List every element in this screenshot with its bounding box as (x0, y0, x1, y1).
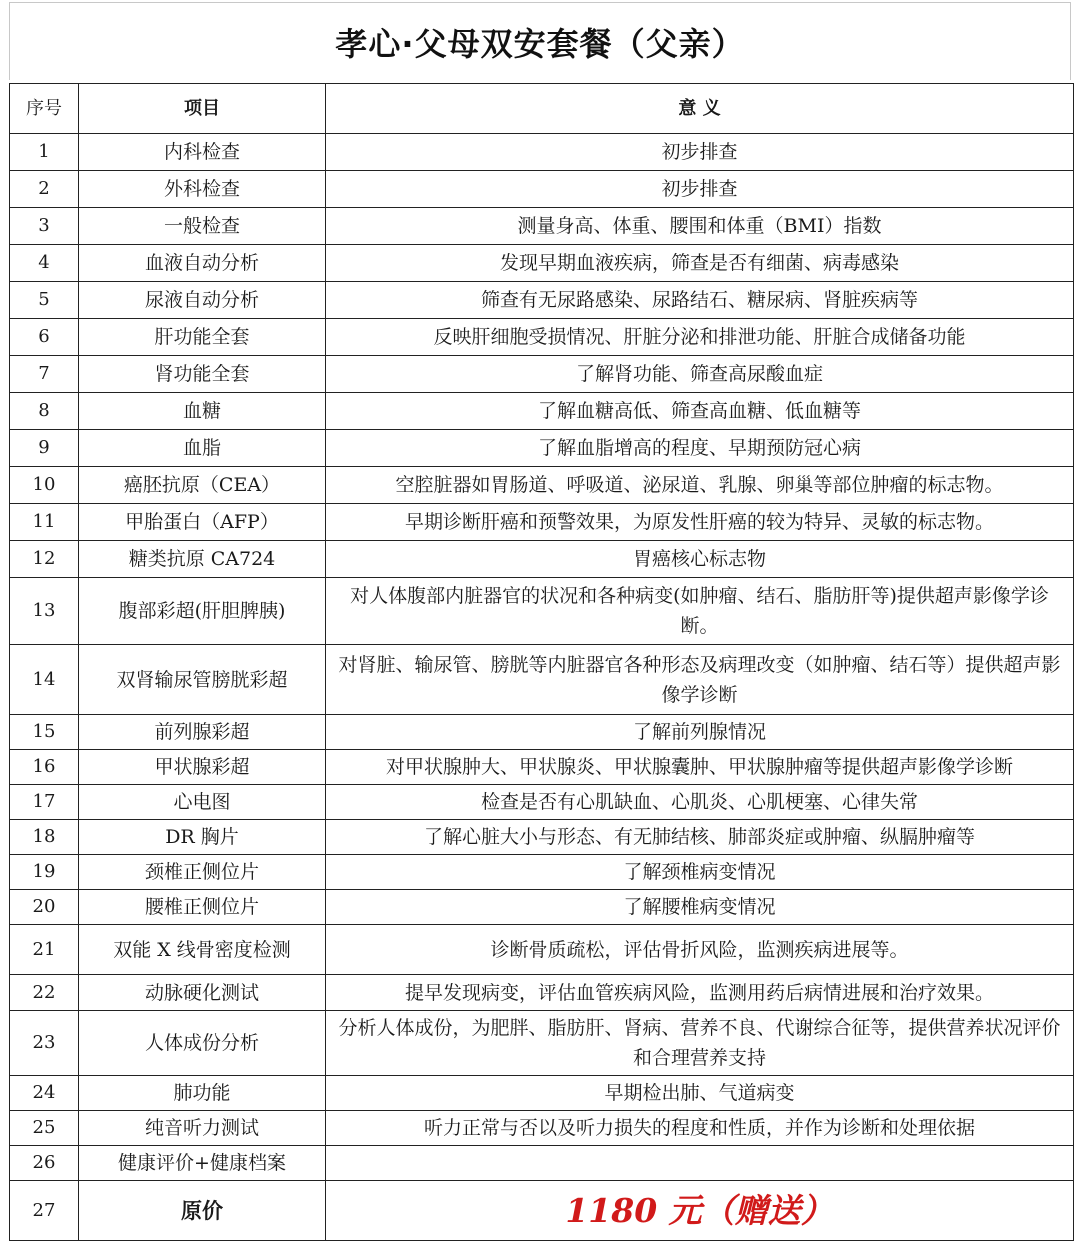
row-meaning: 诊断骨质疏松，评估骨折风险，监测疾病进展等。 (326, 925, 1074, 975)
row-index: 1 (10, 134, 79, 171)
price-label: 原价 (79, 1181, 326, 1241)
row-item: 纯音听力测试 (79, 1111, 326, 1146)
row-index: 11 (10, 504, 79, 541)
row-item: 甲胎蛋白（AFP） (79, 504, 326, 541)
row-meaning: 初步排查 (326, 171, 1074, 208)
table-row (10, 319, 1074, 356)
row-meaning: 分析人体成份，为肥胖、脂肪肝、肾病、营养不良、代谢综合征等，提供营养状况评价和合理营养支持 (326, 1011, 1074, 1076)
row-item: 糖类抗原 CA724 (79, 541, 326, 578)
row-item: 腰椎正侧位片 (79, 890, 326, 925)
table-row (10, 1076, 1074, 1111)
row-item: 肝功能全套 (79, 319, 326, 356)
table-row (10, 171, 1074, 208)
table-row (10, 715, 1074, 750)
table-row (10, 430, 1074, 467)
row-index: 23 (10, 1011, 79, 1076)
header-meaning-label: 意 义 (678, 97, 721, 119)
row-index: 7 (10, 356, 79, 393)
row-meaning (326, 1146, 1074, 1181)
table-row (10, 750, 1074, 785)
table-row (10, 785, 1074, 820)
row-index: 26 (10, 1146, 79, 1181)
row-item: 尿液自动分析 (79, 282, 326, 319)
row-meaning: 了解颈椎病变情况 (326, 855, 1074, 890)
row-item: 内科检查 (79, 134, 326, 171)
row-index: 4 (10, 245, 79, 282)
checkup-table (9, 83, 1074, 1241)
row-meaning: 了解前列腺情况 (326, 715, 1074, 750)
page-title: 孝心·父母双安套餐（父亲） (335, 24, 745, 63)
row-item: DR 胸片 (79, 820, 326, 855)
row-item: 一般检查 (79, 208, 326, 245)
table-row (10, 645, 1074, 715)
row-meaning: 测量身高、体重、腰围和体重（BMI）指数 (326, 208, 1074, 245)
table-row (10, 578, 1074, 645)
row-index: 14 (10, 645, 79, 715)
row-index: 2 (10, 171, 79, 208)
table-row (10, 975, 1074, 1011)
row-item: 前列腺彩超 (79, 715, 326, 750)
row-index: 22 (10, 975, 79, 1011)
table-row (10, 890, 1074, 925)
row-item: 心电图 (79, 785, 326, 820)
header-row (10, 84, 1074, 134)
table-row (10, 541, 1074, 578)
row-item: 腹部彩超(肝胆脾胰) (79, 578, 326, 645)
row-meaning: 对肾脏、输尿管、膀胱等内脏器官各种形态及病理改变（如肿瘤、结石等）提供超声影像学诊断 (326, 645, 1074, 715)
row-meaning: 筛查有无尿路感染、尿路结石、糖尿病、肾脏疾病等 (326, 282, 1074, 319)
row-meaning: 了解肾功能、筛查高尿酸血症 (326, 356, 1074, 393)
header-index: 序号 (10, 84, 79, 134)
row-index: 19 (10, 855, 79, 890)
row-index: 10 (10, 467, 79, 504)
row-item: 健康评价+健康档案 (79, 1146, 326, 1181)
table-row (10, 245, 1074, 282)
row-meaning: 发现早期血液疾病，筛查是否有细菌、病毒感染 (326, 245, 1074, 282)
row-index: 25 (10, 1111, 79, 1146)
row-index: 17 (10, 785, 79, 820)
row-item: 颈椎正侧位片 (79, 855, 326, 890)
row-item: 癌胚抗原（CEA） (79, 467, 326, 504)
row-item: 双肾输尿管膀胱彩超 (79, 645, 326, 715)
header-meaning (326, 84, 1074, 134)
table-row (10, 925, 1074, 975)
row-item: 血糖 (79, 393, 326, 430)
row-meaning: 了解心脏大小与形态、有无肺结核、肺部炎症或肿瘤、纵膈肿瘤等 (326, 820, 1074, 855)
row-meaning: 空腔脏器如胃肠道、呼吸道、泌尿道、乳腺、卵巢等部位肿瘤的标志物。 (326, 467, 1074, 504)
row-item: 肺功能 (79, 1076, 326, 1111)
header-item: 项目 (79, 84, 326, 134)
table-row (10, 1146, 1074, 1181)
row-item: 血液自动分析 (79, 245, 326, 282)
table-row (10, 467, 1074, 504)
price-value: 1180 元（赠送） (326, 1181, 1074, 1241)
row-index: 21 (10, 925, 79, 975)
row-index: 24 (10, 1076, 79, 1111)
row-index: 6 (10, 319, 79, 356)
row-index: 5 (10, 282, 79, 319)
row-index: 9 (10, 430, 79, 467)
row-meaning: 对甲状腺肿大、甲状腺炎、甲状腺囊肿、甲状腺肿瘤等提供超声影像学诊断 (326, 750, 1074, 785)
row-index: 12 (10, 541, 79, 578)
row-item: 人体成份分析 (79, 1011, 326, 1076)
row-meaning: 反映肝细胞受损情况、肝脏分泌和排泄功能、肝脏合成储备功能 (326, 319, 1074, 356)
row-item: 动脉硬化测试 (79, 975, 326, 1011)
table-row (10, 820, 1074, 855)
table-row (10, 1011, 1074, 1076)
table-row (10, 504, 1074, 541)
row-meaning: 胃癌核心标志物 (326, 541, 1074, 578)
price-row-index: 27 (10, 1181, 79, 1241)
row-meaning: 初步排查 (326, 134, 1074, 171)
row-index: 8 (10, 393, 79, 430)
row-meaning: 对人体腹部内脏器官的状况和各种病变(如肿瘤、结石、脂肪肝等)提供超声影像学诊断。 (326, 578, 1074, 645)
row-meaning: 提早发现病变，评估血管疾病风险，监测用药后病情进展和治疗效果。 (326, 975, 1074, 1011)
title-box (9, 2, 1071, 80)
row-item: 甲状腺彩超 (79, 750, 326, 785)
row-index: 3 (10, 208, 79, 245)
row-meaning: 早期检出肺、气道病变 (326, 1076, 1074, 1111)
row-index: 18 (10, 820, 79, 855)
table-row (10, 393, 1074, 430)
table-row (10, 282, 1074, 319)
row-meaning: 检查是否有心肌缺血、心肌炎、心肌梗塞、心律失常 (326, 785, 1074, 820)
row-item: 血脂 (79, 430, 326, 467)
row-item: 外科检查 (79, 171, 326, 208)
row-meaning: 听力正常与否以及听力损失的程度和性质，并作为诊断和处理依据 (326, 1111, 1074, 1146)
row-index: 13 (10, 578, 79, 645)
row-index: 16 (10, 750, 79, 785)
row-item: 双能 X 线骨密度检测 (79, 925, 326, 975)
table-row (10, 208, 1074, 245)
table-row (10, 134, 1074, 171)
table-row (10, 1111, 1074, 1146)
row-index: 20 (10, 890, 79, 925)
table-body (10, 134, 1074, 1241)
table-row (10, 855, 1074, 890)
price-row (10, 1181, 1074, 1241)
row-meaning: 了解腰椎病变情况 (326, 890, 1074, 925)
row-meaning: 早期诊断肝癌和预警效果，为原发性肝癌的较为特异、灵敏的标志物。 (326, 504, 1074, 541)
row-index: 15 (10, 715, 79, 750)
row-item: 肾功能全套 (79, 356, 326, 393)
row-meaning: 了解血脂增高的程度、早期预防冠心病 (326, 430, 1074, 467)
row-meaning: 了解血糖高低、筛查高血糖、低血糖等 (326, 393, 1074, 430)
table-row (10, 356, 1074, 393)
